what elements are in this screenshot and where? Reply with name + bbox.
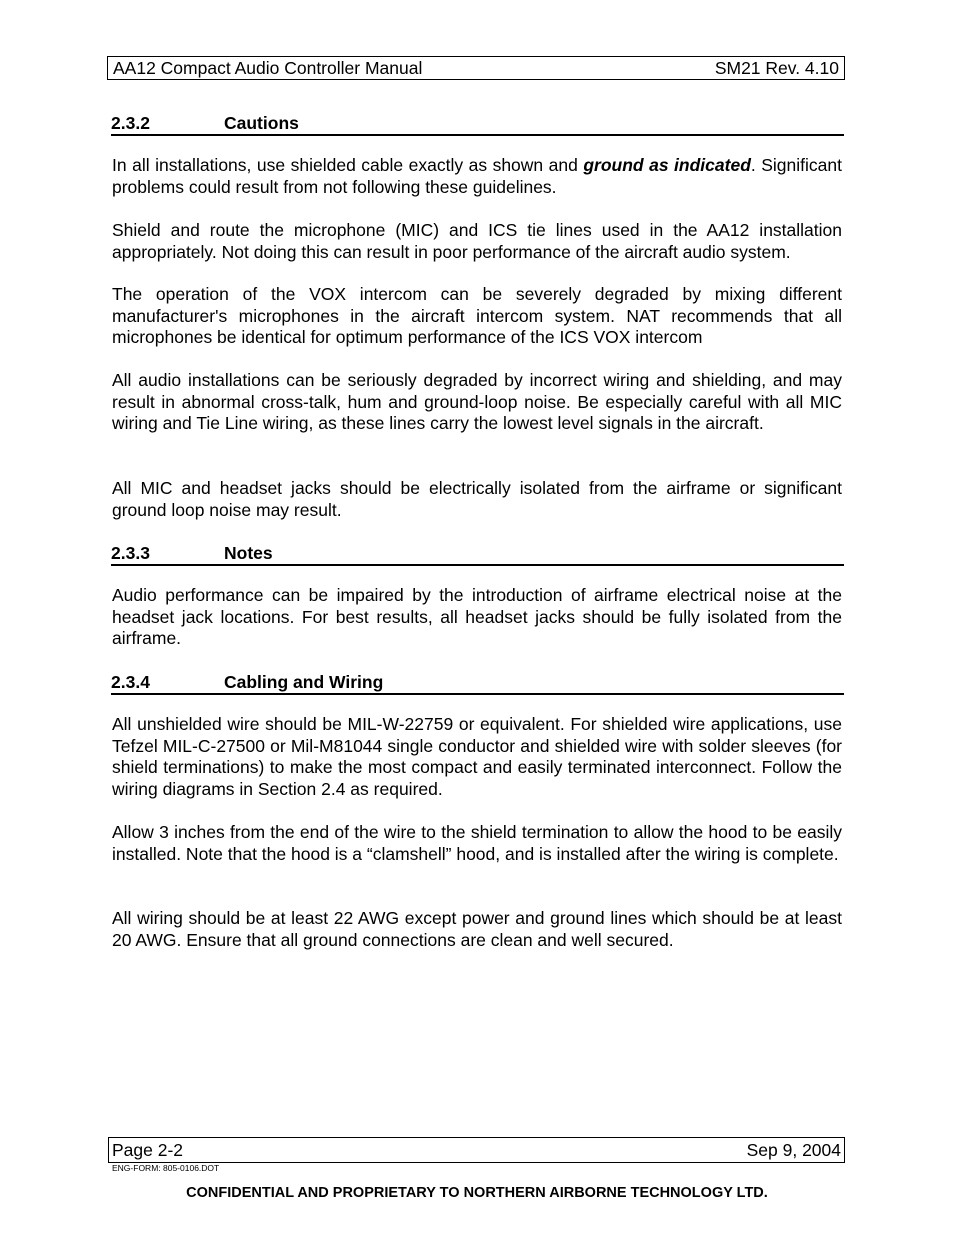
page-number: Page 2-2 xyxy=(112,1139,184,1160)
page-footer xyxy=(108,1137,845,1163)
paragraph: Audio performance can be impaired by the introduction of airframe electrical noise at the headset jack locations. For best results, all headset jacks should be fully isolated from the airframe. xyxy=(112,585,842,649)
paragraph: All MIC and headset jacks should be electrically isolated from the airframe or significant ground loop noise may result. xyxy=(112,478,842,520)
section-number: 2.3.3 xyxy=(111,543,150,563)
section-heading-notes xyxy=(111,543,844,566)
document-date: Sep 9, 2004 xyxy=(746,1139,841,1160)
paragraph: Shield and route the microphone (MIC) and ICS tie lines used in the AA12 installation appropriately. Not doing this can result in poor performance of the aircraft audio system. xyxy=(112,220,842,262)
section-heading-cautions xyxy=(111,113,844,136)
section-heading-cabling-wiring xyxy=(111,672,844,695)
paragraph: In all installations, use shielded cable exactly as shown and ground as indicated. Significant problems could result from not following these guidelines. xyxy=(112,155,842,197)
page-header xyxy=(107,56,845,80)
section-number: 2.3.4 xyxy=(111,672,150,692)
paragraph: All wiring should be at least 22 AWG except power and ground lines which should be at least 20 AWG. Ensure that all ground connections are clean and well secured. xyxy=(112,908,842,950)
paragraph: All unshielded wire should be MIL-W-22759 or equivalent. For shielded wire applications, use Tefzel MIL-C-27500 or Mil-M81044 single conductor and shielded wire with solder sleeves (for shield terminations) to make the most compact and easily terminated interconnect. Follow the wiring diagrams in Section 2.4 as required. xyxy=(112,714,842,799)
section-title: Cautions xyxy=(224,113,299,133)
emphasis-text: ground as indicated xyxy=(583,155,751,175)
section-number: 2.3.2 xyxy=(111,113,150,133)
paragraph: All audio installations can be seriously degraded by incorrect wiring and shielding, and may result in abnormal cross-talk, hum and ground-loop noise. Be especially careful with all MIC wiring and Tie Line wiring, as these lines carry the lowest level signals in the aircraft. xyxy=(112,370,842,434)
section-title: Notes xyxy=(224,543,273,563)
paragraph: The operation of the VOX intercom can be severely degraded by mixing different manufacturer's microphones in the aircraft intercom system. NAT recommends that all microphones be identical for optimum performance of the ICS VOX intercom xyxy=(112,284,842,348)
document-title: AA12 Compact Audio Controller Manual xyxy=(113,57,423,78)
form-code: ENG-FORM: 805-0106.DOT xyxy=(112,1163,220,1173)
section-title: Cabling and Wiring xyxy=(224,672,384,692)
document-revision: SM21 Rev. 4.10 xyxy=(714,57,839,78)
confidential-notice: CONFIDENTIAL AND PROPRIETARY TO NORTHERN AIRBORNE TECHNOLOGY LTD. xyxy=(186,1185,768,1201)
paragraph: Allow 3 inches from the end of the wire to the shield termination to allow the hood to be easily installed. Note that the hood is a “clamshell” hood, and is installed after the wiring is complete. xyxy=(112,822,842,864)
